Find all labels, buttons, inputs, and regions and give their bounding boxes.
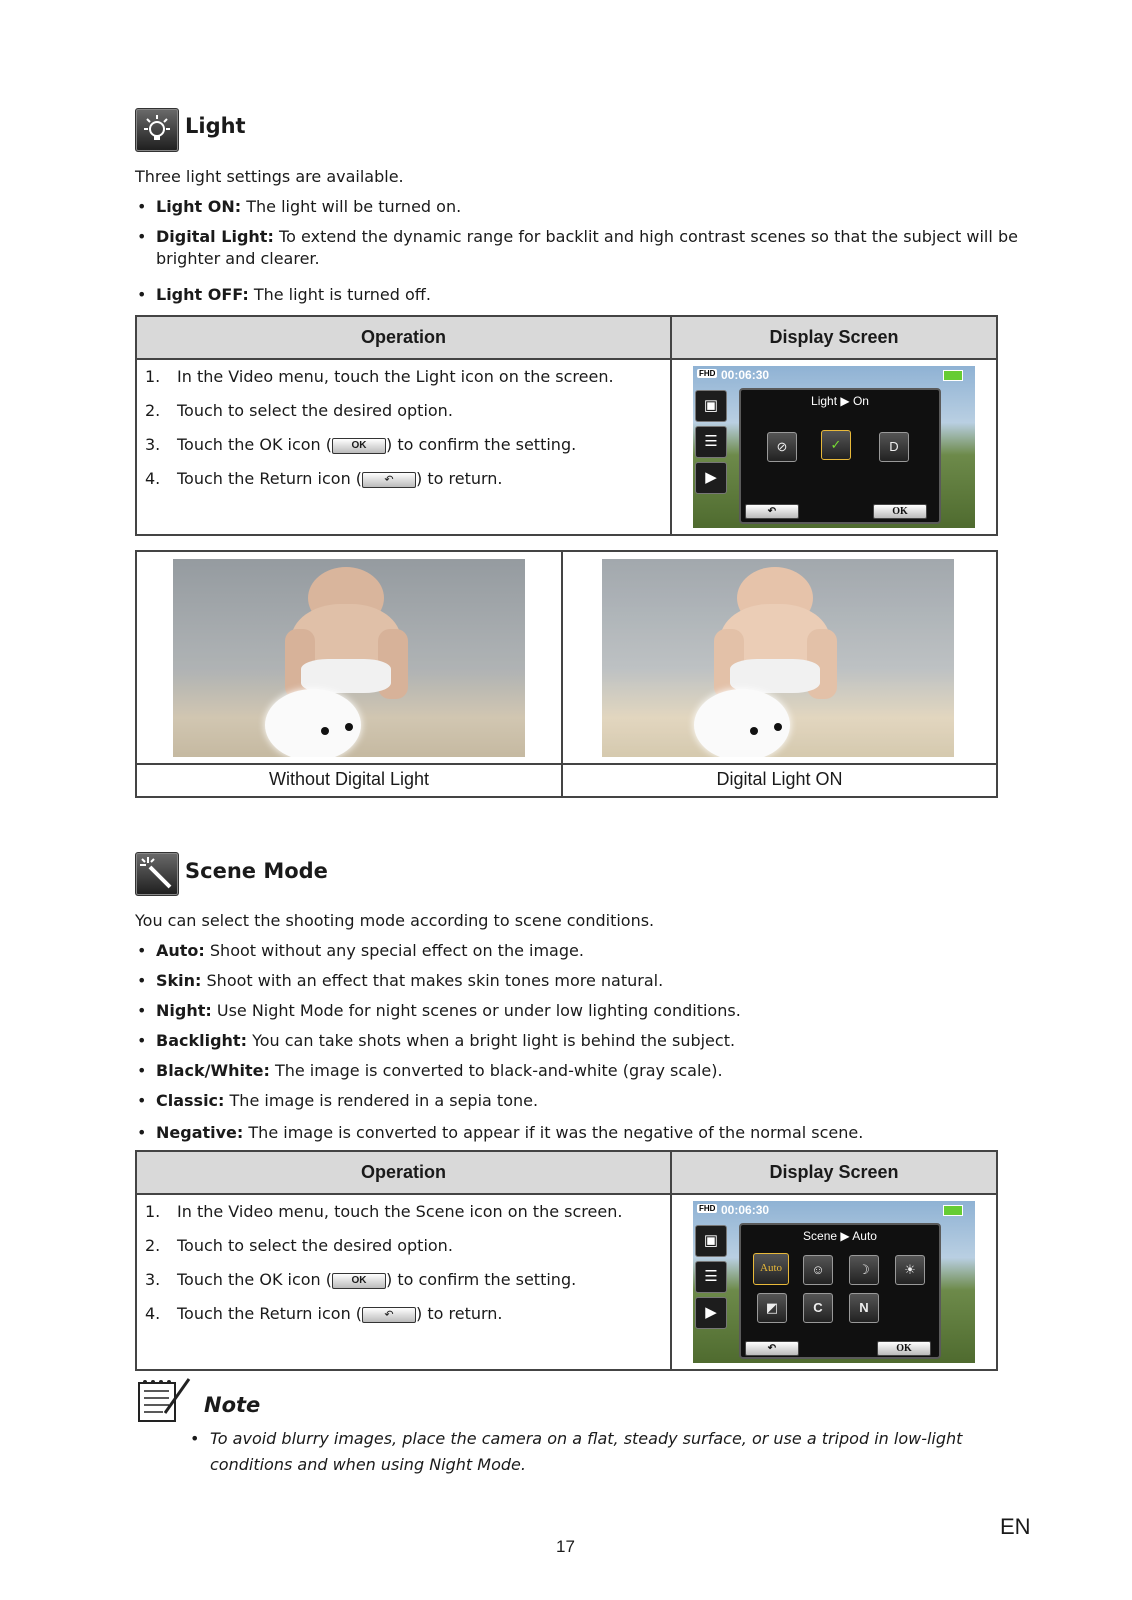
term: Digital Light: (156, 227, 274, 246)
caption-digital-light-on: Digital Light ON (716, 769, 843, 789)
scene-skin-option[interactable]: ☺ (803, 1255, 833, 1285)
scene-black-white-option[interactable]: ◩ (757, 1293, 787, 1323)
operation-header: Operation (136, 316, 671, 359)
operation-header: Operation (136, 1151, 671, 1194)
playback-icon[interactable]: ▶ (695, 1297, 727, 1329)
light-display-screen (693, 366, 975, 528)
scene-auto-option[interactable]: Auto (753, 1253, 789, 1285)
light-steps (137, 360, 670, 496)
note-text: To avoid blurry images, place the camera on a flat, steady surface, or use a tripod in low-light conditions and when using Night Mode. (210, 1429, 963, 1474)
light-intro: Three light settings are available. (135, 167, 404, 186)
page-number: 17 (556, 1537, 575, 1556)
desc: To extend the dynamic range for backlit and high contrast scenes so that the subject will be brighter and clearer. (156, 227, 1018, 268)
scene-bullet: • Skin: Shoot with an effect that makes skin tones more natural. (135, 970, 663, 992)
step: 1. In the Video menu, touch the Light icon on the screen. (145, 367, 614, 386)
scene-classic-option[interactable]: C (803, 1293, 833, 1323)
scene-steps (137, 1195, 670, 1331)
magic-wand-icon (135, 852, 179, 896)
scene-operation-table (135, 1150, 998, 1371)
light-section-title: Light (185, 114, 246, 138)
menu-icon[interactable]: ☰ (695, 1261, 727, 1293)
note-bullet: • To avoid blurry images, place the camera on a flat, steady surface, or use a tripod in low-light conditions and when using Night Mode. (190, 1429, 963, 1474)
step: 2. Touch to select the desired option. (145, 401, 453, 420)
step: 3. Touch the OK icon ( OK ) to confirm the setting. (145, 1270, 577, 1289)
record-time: 00:06:30 (721, 368, 770, 382)
scene-mode-section-title: Scene Mode (185, 859, 328, 883)
ok-button[interactable]: OK (877, 1341, 931, 1356)
scene-bullet: • Negative: The image is converted to appear if it was the negative of the normal scene. (135, 1122, 863, 1144)
step: 3. Touch the OK icon ( OK ) to confirm the setting. (145, 435, 577, 454)
ok-icon: OK (332, 1273, 386, 1289)
scene-menu-panel (739, 1223, 941, 1359)
video-mode-icon[interactable]: ▣ (695, 390, 727, 422)
display-screen-header: Display Screen (671, 1151, 997, 1194)
light-bulb-icon (135, 108, 179, 152)
desc: The light will be turned on. (241, 197, 462, 216)
scene-bullet: • Auto: Shoot without any special effect on the image. (135, 940, 584, 962)
light-bullet-digital (135, 226, 1018, 270)
scene-display-screen (693, 1201, 975, 1363)
light-off-option[interactable]: ⊘ (767, 432, 797, 462)
scene-intro: You can select the shooting mode according to scene conditions. (135, 911, 655, 930)
return-button[interactable]: ↶ (745, 504, 799, 519)
ok-button[interactable]: OK (873, 504, 927, 519)
fhd-badge: FHD (699, 1204, 716, 1213)
scene-night-option[interactable]: ☽ (849, 1255, 879, 1285)
panel-title: Scene ▶ Auto (803, 1229, 877, 1243)
caption-without-digital-light: Without Digital Light (268, 769, 430, 789)
step: 4. Touch the Return icon ( ↶ ) to return. (145, 1304, 503, 1323)
light-compare-table (135, 550, 998, 798)
desc: The light is turned off. (248, 285, 431, 304)
scene-negative-option[interactable]: N (849, 1293, 879, 1323)
scene-bullet: • Classic: The image is rendered in a sepia tone. (135, 1090, 538, 1112)
light-on-option[interactable]: ✓ (821, 430, 851, 460)
scene-bullet: • Black/White: The image is converted to black-and-white (gray scale). (135, 1060, 723, 1082)
digital-light-option[interactable]: D (879, 432, 909, 462)
term: Light OFF: (156, 285, 249, 304)
term: Light ON: (156, 197, 242, 216)
notepad-icon (135, 1375, 193, 1425)
panel-title: Light ▶ On (811, 394, 869, 408)
step: 1. In the Video menu, touch the Scene icon on the screen. (145, 1202, 623, 1221)
light-bullet-on (135, 196, 1016, 218)
ok-icon: OK (332, 438, 386, 454)
video-mode-icon[interactable]: ▣ (695, 1225, 727, 1257)
playback-icon[interactable]: ▶ (695, 462, 727, 494)
scene-bullet: • Backlight: You can take shots when a bright light is behind the subject. (135, 1030, 735, 1052)
scene-bullet: • Night: Use Night Mode for night scenes or under low lighting conditions. (135, 1000, 741, 1022)
step: 4. Touch the Return icon ( ↶ ) to return. (145, 469, 503, 488)
display-screen-header: Display Screen (671, 316, 997, 359)
battery-icon (943, 370, 963, 381)
language-label: EN (1000, 1514, 1031, 1539)
note-title: Note (204, 1393, 261, 1417)
return-icon: ↶ (362, 472, 416, 488)
light-operation-table (135, 315, 998, 536)
scene-backlight-option[interactable]: ☀ (895, 1255, 925, 1285)
return-button[interactable]: ↶ (745, 1341, 799, 1356)
menu-icon[interactable]: ☰ (695, 426, 727, 458)
light-bullet-off (135, 284, 1016, 306)
record-time: 00:06:30 (721, 1203, 770, 1217)
battery-icon (943, 1205, 963, 1216)
photo-digital-light-on (602, 559, 954, 757)
return-icon: ↶ (362, 1307, 416, 1323)
photo-without-digital-light (173, 559, 525, 757)
step: 2. Touch to select the desired option. (145, 1236, 453, 1255)
fhd-badge: FHD (699, 369, 716, 378)
